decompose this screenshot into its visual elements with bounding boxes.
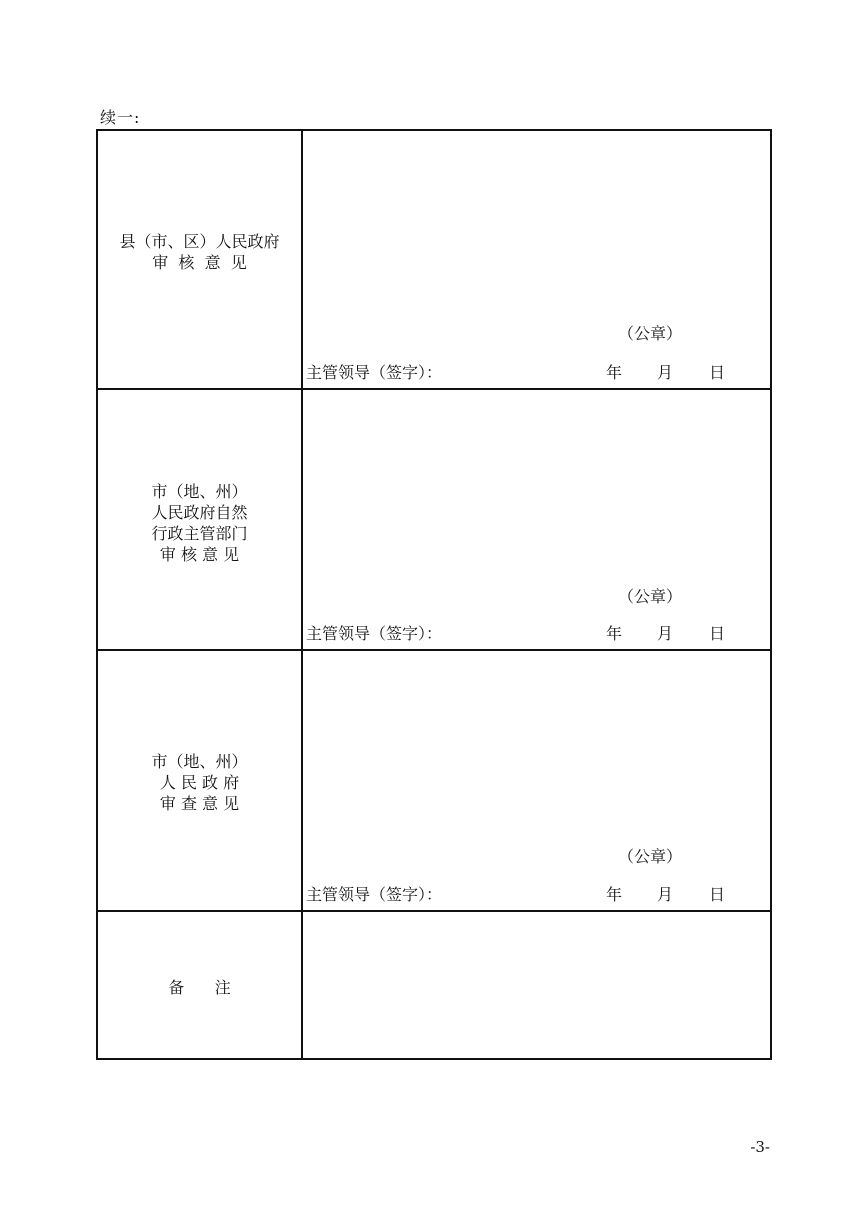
city-government-signer-field[interactable]: 主管领导（签字）： bbox=[306, 885, 443, 904]
county-seal: （公章） bbox=[618, 324, 683, 343]
row-divider bbox=[98, 649, 770, 651]
county-review-label: 县（市、区）人民政府 审 核 意 见 bbox=[119, 232, 280, 272]
column-divider bbox=[301, 131, 303, 1058]
county-date-month: 月 bbox=[657, 363, 674, 382]
city-department-date-month: 月 bbox=[657, 624, 674, 643]
county-date-year: 年 bbox=[606, 363, 623, 382]
remarks-field[interactable] bbox=[304, 913, 770, 1058]
remarks-label: 备 注 bbox=[168, 978, 231, 997]
city-government-date-day: 日 bbox=[709, 885, 726, 904]
section-heading: 续一: bbox=[100, 108, 141, 127]
row-divider bbox=[98, 388, 770, 390]
city-department-date-year: 年 bbox=[606, 624, 623, 643]
city-government-date-year: 年 bbox=[606, 885, 623, 904]
city-department-date-day: 日 bbox=[709, 624, 726, 643]
city-department-seal: （公章） bbox=[618, 587, 683, 606]
county-signer-field[interactable]: 主管领导（签字）： bbox=[306, 363, 443, 382]
city-department-signer-field[interactable]: 主管领导（签字）： bbox=[306, 624, 443, 643]
city-department-review-label: 市（地、州） 人民政府自然 行政主管部门 审 核 意 见 bbox=[151, 482, 248, 564]
city-government-review-label: 市（地、州） 人 民 政 府 审 查 意 见 bbox=[151, 752, 248, 813]
approval-form-table bbox=[96, 129, 772, 1060]
row-divider bbox=[98, 910, 770, 912]
page-number: -3- bbox=[750, 1138, 770, 1156]
city-government-date-month: 月 bbox=[657, 885, 674, 904]
county-date-day: 日 bbox=[709, 363, 726, 382]
city-government-seal: （公章） bbox=[618, 847, 683, 866]
